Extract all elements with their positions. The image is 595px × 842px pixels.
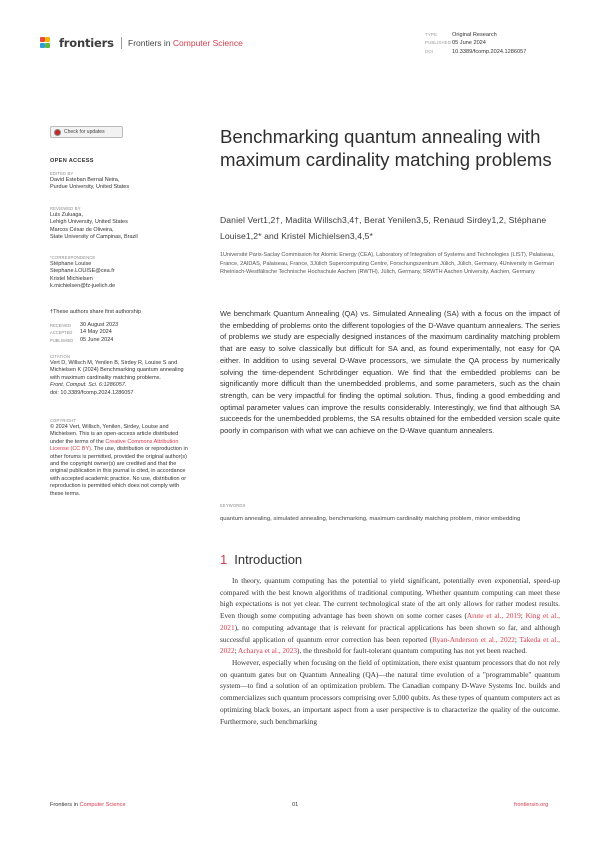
reviewer-affiliation: State University of Campinas, Brazil: [50, 234, 138, 241]
intro-paragraph: In theory, quantum computing has the potential to yield significant, potentially even exponential, speed-up compared with the best known algorithms of traditional computing. Whether quantum computing can meet these high expectations is not yet clear. The current technological state of the art only allows for rather modest results. Even though some computing advantage has been shown on some corner cases (Arute et al., 2019; King et al., 2021), no computing advantage that is relevant for practical applications has been shown so far, and although successful application of quantum error correction has been reported (Ryan-Anderson et al., 2022; Takeda et al., 2022; Acharya et al., 2023), the threshold for fault-tolerant quantum computing has not yet been reached.: [220, 576, 560, 656]
article-title: Benchmarking quantum annealing with maximum cardinality matching problems: [220, 126, 552, 170]
date-accepted: ACCEPTED 14 May 2024: [50, 329, 112, 336]
citation-link[interactable]: King et al., 2021: [220, 611, 560, 632]
citation-text: Vert D, Willsch M, Yenilen B, Sirdey R, Louise S and Michielsen K (2024) Benchmarking quantum annealing with maximum cardinality matching problems.: [50, 360, 184, 381]
journal-name[interactable]: [128, 38, 243, 48]
affiliations: 1Université Paris-Saclay Commission for Atomic Energy (CEA), Laboratory of Integration of Systems and Technologies (LIST), Palaiseau, France, 2AIDAS, Palaiseau, France, 3Jülich Supercomputing Centre, Forschungszentrum Jülich, Jülich, Germany, 4University in German Rheinisch-Westfälische Technische Hochschule Aachen (RWTH), Jülich, Germany, 5RWTH Aachen University, Aachen, Germany: [220, 252, 555, 276]
copyright-label: COPYRIGHT: [50, 418, 77, 423]
journal-prefix: Frontiers in: [128, 38, 171, 48]
meta-doi[interactable]: DOI 10.3389/fcomp.2024.1286057: [425, 48, 527, 55]
check-updates-icon: [54, 129, 61, 136]
reviewer-name: Marcos César de Oliveira,: [50, 226, 114, 233]
footer-site-link[interactable]: frontiersin.org: [514, 802, 549, 808]
copyright-block: [50, 418, 190, 498]
date-received: RECEIVED 30 August 2023: [50, 322, 119, 328]
abstract: We benchmark Quantum Annealing (QA) vs. Simulated Annealing (SA) with a focus on the impact of the embedding of problems onto the different topologies of the D-Wave quantum annealers. The series of problems we study are especially designed instances of the maximum cardinality matching problem that are easy to solve classically but difficult for SA and, as found experimentally, not easy for QA either. In addition to using several D-Wave processors, we simulate the QA process by numerically solving the time-dependent Schrödinger equation. We find that the embedded problems can be significantly more difficult than the unembedded problems, and some parameters, such as the chain strength, can be very impactful for finding the optimal solution. Thus, finding a good embedding and optimal parameter values can improve the results considerably. Interestingly, we find that although SA succeeds for the unembedded problems, the SA results obtained for the embedded version scale quite poorly in comparison with what we can achieve on the D-Wave quantum annealers.: [220, 309, 560, 436]
keywords-label: KEYWORDS: [220, 503, 246, 508]
keywords: quantum annealing, simulated annealing, benchmarking, maximum cardinality matching problem, minor embedding: [220, 516, 521, 522]
journal-title: Computer Science: [172, 38, 243, 48]
editor-affiliation: Purdue University, United States: [50, 184, 130, 191]
edited-by-label: EDITED BY: [50, 171, 74, 176]
correspondent-email[interactable]: Stephane.LOUISE@cea.fr: [50, 268, 115, 275]
footer-journal[interactable]: Frontiers in Computer Science: [50, 802, 126, 808]
reviewer-affiliation: Lehigh University, United States: [50, 219, 128, 226]
meta-type: TYPE Original Research: [425, 32, 497, 38]
section-title: Introduction: [234, 552, 303, 567]
copyright-text: © 2024 Vert, Willsch, Yenilen, Sirdey, Louise and Michielsen. This is an open-access article distributed under the terms of the Creative Commons Attribution License (CC BY). The use, distribution or reproduction in other forums is permitted, provided the original author(s) and the copyright owner(s) are credited and that the original publication in this journal is cited, in accordance with accepted academic practice. No use, distribution or reproduction is permitted which does not comply with these terms.: [50, 424, 188, 497]
article-meta: [425, 31, 526, 56]
citation-link[interactable]: Acharya et al., 2023: [238, 646, 298, 656]
dates-block: [50, 322, 190, 344]
check-updates-label: Check for updates: [64, 129, 105, 135]
logo-text: frontiers: [59, 36, 114, 50]
correspondent-email[interactable]: k.michielsen@fz-juelich.de: [50, 283, 116, 290]
citation-label: CITATION: [50, 354, 71, 359]
correspondent-name: Kristel Michielsen: [50, 275, 93, 282]
citation-journal: Front. Comput. Sci. 6:1286057.: [50, 382, 127, 389]
citation-link[interactable]: Arute et al., 2019: [466, 611, 521, 621]
edited-by-block: [50, 171, 190, 192]
section-number: 1: [220, 552, 228, 567]
page-number: 01: [292, 802, 299, 808]
equal-contribution-note: †These authors share first authorship: [50, 309, 142, 315]
sidebar: [50, 158, 190, 165]
citation-link[interactable]: Ryan-Anderson et al., 2022: [432, 634, 515, 644]
frontiers-logo-icon: [40, 37, 54, 49]
citation-link[interactable]: Takeda et al., 2022: [220, 634, 560, 656]
editor-name: David Esteban Bernal Neira,: [50, 177, 120, 183]
cc-by-license-link[interactable]: Creative Commons Attribution License (CC BY): [50, 438, 179, 453]
reviewed-by-label: REVIEWED BY: [50, 206, 81, 211]
open-access-label: OPEN ACCESS: [50, 158, 94, 164]
reviewer-name: Luis Zuluaga,: [50, 212, 84, 218]
header-divider: [121, 37, 122, 49]
intro-paragraph: However, especially when focusing on the field of optimization, there exist quantum processors that do not rely on quantum gates but on Quantum Annealing (QA)—the natural time evolution of a "programmable" quantum system—to find a solution of an optimization problem. The Canadian company D-Wave Systems Inc. builds and commercializes such quantum processors comprising over 5,000 qubits. As these types of quantum computers act as optimizing black boxes, an important aspect from a user perspective is to characterize the quality of the outcome. Furthermore, such benchmarking: [220, 658, 560, 726]
introduction-heading: [220, 552, 302, 567]
correspondent-name: Stéphane Louise: [50, 261, 92, 267]
introduction-body: [220, 575, 560, 727]
meta-published: PUBLISHED05 June 2024: [425, 40, 486, 47]
frontiers-logo[interactable]: [40, 36, 114, 50]
citation-doi[interactable]: doi: 10.3389/fcomp.2024.1286057: [50, 389, 134, 396]
reviewed-by-block: [50, 206, 190, 242]
citation-block: [50, 354, 190, 397]
date-published: PUBLISHED 05 June 2024: [50, 336, 114, 343]
author-list[interactable]: Daniel Vert1,2†, Madita Willsch3,4†, Berat Yenilen3,5, Renaud Sirdey1,2, Stéphane Louise1,2* and Kristel Michielsen3,4,5*: [220, 215, 547, 241]
correspondence-block: [50, 255, 190, 291]
correspondence-label: *CORRESPONDENCE: [50, 255, 96, 260]
check-for-updates-button[interactable]: [50, 126, 123, 138]
